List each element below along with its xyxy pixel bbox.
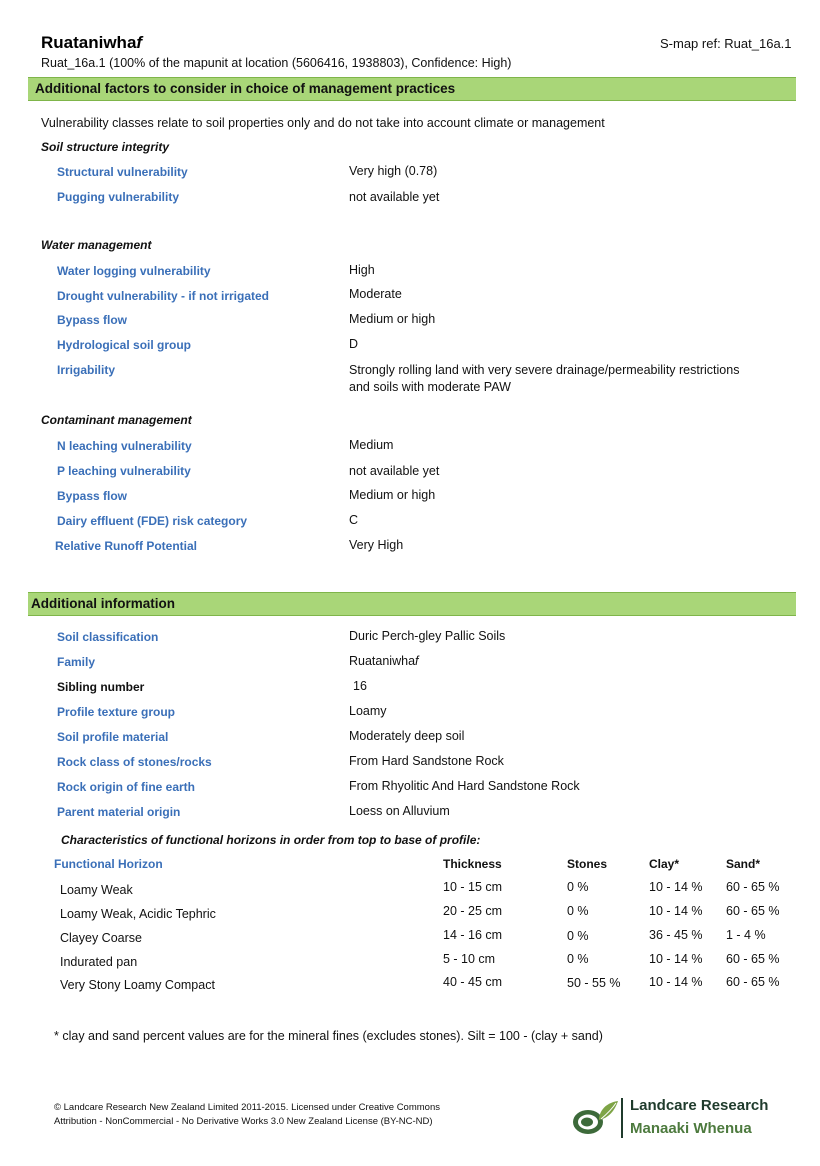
label-profile-texture: Profile texture group (57, 705, 176, 719)
value-soil-classification: Duric Perch-gley Pallic Soils (349, 629, 506, 643)
logo-divider (621, 1098, 623, 1138)
value-parent-material: Loess on Alluvium (349, 804, 450, 818)
table-header-sand: Sand* (726, 857, 761, 871)
label-soil-classification: Soil classification (57, 630, 159, 644)
value-pugging-vulnerability: not available yet (349, 190, 440, 204)
section-heading-additional-info: Additional information (28, 592, 796, 616)
label-drought-vulnerability: Drought vulnerability - if not irrigated (57, 289, 270, 303)
copyright-line-2: Attribution - NonCommercial - No Derivative Works 3.0 New Zealand License (BY-NC-ND) (54, 1116, 433, 1127)
label-irrigability: Irrigability (57, 363, 116, 377)
table-cell-stones: 0 % (567, 952, 589, 966)
table-cell-sand: 60 - 65 % (726, 880, 780, 894)
group-title-contaminant: Contaminant management (41, 413, 192, 427)
label-bypass-flow-contaminant: Bypass flow (57, 489, 128, 503)
table-cell-stones: 0 % (567, 904, 589, 918)
table-cell-sand: 60 - 65 % (726, 904, 780, 918)
table-header-horizon: Functional Horizon (54, 857, 163, 871)
label-soil-profile-material: Soil profile material (57, 730, 169, 744)
value-runoff-potential: Very High (349, 538, 404, 552)
value-bypass-flow-contaminant: Medium or high (349, 488, 436, 502)
table-cell-sand: 1 - 4 % (726, 928, 766, 942)
value-bypass-flow: Medium or high (349, 312, 436, 326)
table-cell-sand: 60 - 65 % (726, 952, 780, 966)
table-cell-thickness: 20 - 25 cm (443, 904, 503, 918)
table-cell-stones: 0 % (567, 880, 589, 894)
table-cell-clay: 10 - 14 % (649, 975, 703, 989)
copyright-notice (54, 1101, 440, 1129)
table-cell-clay: 10 - 14 % (649, 904, 703, 918)
table-cell-thickness: 10 - 15 cm (443, 880, 503, 894)
label-water-logging: Water logging vulnerability (57, 264, 211, 278)
table-header-thickness: Thickness (443, 857, 502, 871)
label-rock-class: Rock class of stones/rocks (57, 755, 212, 769)
value-p-leaching: not available yet (349, 464, 440, 478)
table-cell-thickness: 5 - 10 cm (443, 952, 496, 966)
table-cell-clay: 36 - 45 % (649, 928, 703, 942)
label-bypass-flow: Bypass flow (57, 313, 128, 327)
label-dairy-effluent: Dairy effluent (FDE) risk category (57, 514, 248, 528)
logo-text-landcare: Landcare Research (630, 1097, 769, 1114)
table-cell-horizon: Clayey Coarse (60, 931, 142, 945)
value-rock-origin: From Rhyolitic And Hard Sandstone Rock (349, 779, 580, 793)
value-irrigability-line1: Strongly rolling land with very severe drainage/permeability restrictions (349, 363, 740, 377)
value-irrigability-line2: and soils with moderate PAW (349, 380, 511, 394)
table-cell-horizon: Very Stony Loamy Compact (60, 978, 215, 992)
value-structural-vulnerability: Very high (0.78) (349, 164, 438, 178)
page-subtitle: Ruat_16a.1 (100% of the mapunit at location (5606416, 1938803), Confidence: High) (41, 56, 512, 70)
smap-reference: S-map ref: Ruat_16a.1 (660, 36, 792, 51)
table-header-stones: Stones (567, 857, 608, 871)
label-p-leaching: P leaching vulnerability (57, 464, 191, 478)
value-family: Ruataniwhaf (349, 654, 419, 668)
label-parent-material: Parent material origin (57, 805, 181, 819)
label-structural-vulnerability: Structural vulnerability (57, 165, 188, 179)
value-hydrological-group: D (349, 337, 359, 351)
label-family: Family (57, 655, 96, 669)
label-n-leaching: N leaching vulnerability (57, 439, 192, 453)
table-cell-thickness: 40 - 45 cm (443, 975, 503, 989)
table-cell-stones: 50 - 55 % (567, 976, 621, 990)
table-cell-thickness: 14 - 16 cm (443, 928, 503, 942)
value-sibling-number: 16 (353, 679, 367, 693)
table-cell-clay: 10 - 14 % (649, 952, 703, 966)
table-cell-horizon: Loamy Weak, Acidic Tephric (60, 907, 216, 921)
value-n-leaching: Medium (349, 438, 394, 452)
vulnerability-note: Vulnerability classes relate to soil properties only and do not take into account climate or management (41, 116, 605, 130)
value-rock-class: From Hard Sandstone Rock (349, 754, 504, 768)
label-runoff-potential: Relative Runoff Potential (55, 539, 198, 553)
label-rock-origin: Rock origin of fine earth (57, 780, 196, 794)
label-hydrological-group: Hydrological soil group (57, 338, 192, 352)
group-title-water-management: Water management (41, 238, 152, 252)
table-cell-clay: 10 - 14 % (649, 880, 703, 894)
footnote: * clay and sand percent values are for the mineral fines (excludes stones). Silt = 100 - (clay + sand) (54, 1029, 603, 1043)
section-heading-management: Additional factors to consider in choice of management practices (28, 77, 796, 101)
page-title: Ruataniwhaf (41, 33, 143, 52)
table-cell-sand: 60 - 65 % (726, 975, 780, 989)
value-drought-vulnerability: Moderate (349, 287, 402, 301)
table-cell-horizon: Loamy Weak (60, 883, 133, 897)
label-sibling-number: Sibling number (57, 680, 145, 694)
value-water-logging: High (349, 263, 375, 277)
value-profile-texture: Loamy (349, 704, 387, 718)
logo-text-manaaki: Manaaki Whenua (630, 1120, 752, 1137)
landcare-leaf-logo-icon (571, 1098, 621, 1138)
label-pugging-vulnerability: Pugging vulnerability (57, 190, 180, 204)
value-soil-profile-material: Moderately deep soil (349, 729, 465, 743)
value-dairy-effluent: C (349, 513, 359, 527)
table-cell-stones: 0 % (567, 929, 589, 943)
copyright-line-1: © Landcare Research New Zealand Limited 2011-2015. Licensed under Creative Commons (54, 1102, 440, 1113)
table-cell-horizon: Indurated pan (60, 955, 138, 969)
group-title-soil-structure: Soil structure integrity (41, 140, 170, 154)
table-header-clay: Clay* (649, 857, 680, 871)
horizons-caption: Characteristics of functional horizons in order from top to base of profile: (61, 833, 481, 847)
